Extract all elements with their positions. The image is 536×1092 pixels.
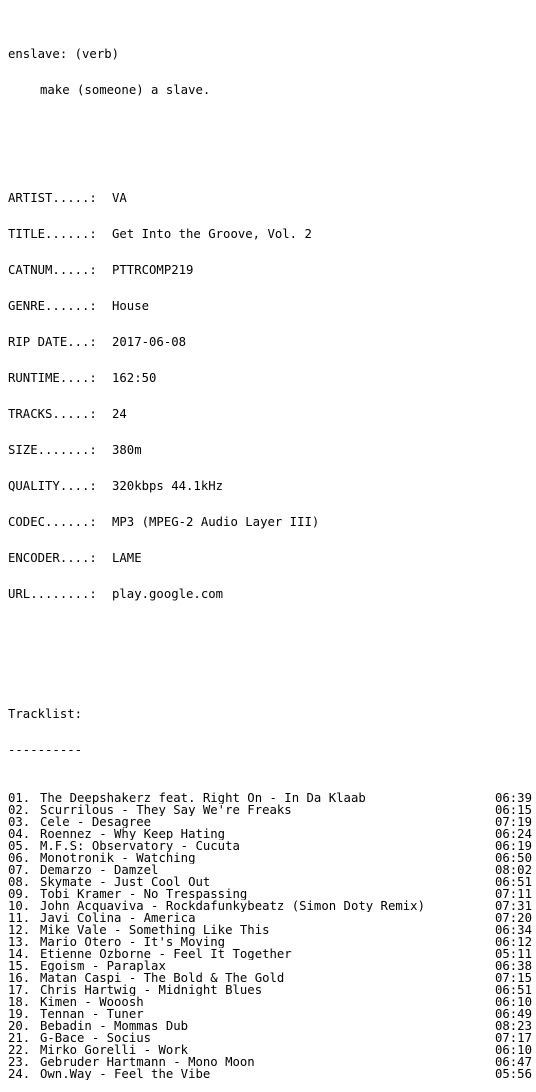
- meta-row-catnum: [8, 264, 532, 276]
- meta-key: TRACKS.....:: [8, 407, 97, 421]
- track-title: Skymate - Just Cool Out: [40, 876, 211, 888]
- track-duration: 07:15: [494, 971, 532, 985]
- meta-value: LAME: [112, 551, 142, 565]
- track-number: 05.: [8, 839, 31, 853]
- meta-row-size: [8, 444, 532, 456]
- meta-row-artist: [8, 192, 532, 204]
- meta-row-quality: [8, 480, 532, 492]
- meta-key: ENCODER....:: [8, 551, 97, 565]
- track-title: Tennan - Tuner: [40, 1008, 144, 1020]
- track-title: M.F.S: Observatory - Cucuta: [40, 840, 240, 852]
- track-duration: 06:15: [494, 803, 532, 817]
- nfo-document: [8, 24, 532, 1092]
- track-title: Mario Otero - It's Moving: [40, 936, 226, 948]
- track-duration: 06:38: [494, 959, 532, 973]
- track-title: Kimen - Wooosh: [40, 996, 144, 1008]
- track-row: [8, 792, 532, 804]
- track-row: [8, 1032, 532, 1044]
- meta-key: RIP DATE...:: [8, 335, 97, 349]
- meta-value: PTTRCOMP219: [112, 263, 194, 277]
- track-number: 21.: [8, 1031, 31, 1045]
- meta-key: CODEC......:: [8, 515, 97, 529]
- track-row: [8, 912, 532, 924]
- meta-row-url: [8, 588, 532, 600]
- meta-value: play.google.com: [112, 587, 224, 601]
- track-title: Gebruder Hartmann - Mono Moon: [40, 1056, 255, 1068]
- track-duration: 07:11: [494, 887, 532, 901]
- meta-value: 24: [112, 407, 127, 421]
- meta-value: 320kbps 44.1kHz: [112, 479, 224, 493]
- track-number: 02.: [8, 803, 31, 817]
- meta-value: MP3 (MPEG-2 Audio Layer III): [112, 515, 320, 529]
- meta-value: Get Into the Groove, Vol. 2: [112, 227, 312, 241]
- meta-key: URL........:: [8, 587, 97, 601]
- track-row: [8, 984, 532, 996]
- track-title: Demarzo - Damzel: [40, 864, 159, 876]
- track-number: 23.: [8, 1055, 31, 1069]
- track-row: [8, 840, 532, 852]
- meta-key: SIZE.......:: [8, 443, 97, 457]
- track-title: Egoism - Paraplax: [40, 960, 166, 972]
- track-title: Cele - Desagree: [40, 816, 152, 828]
- track-title: Scurrilous - They Say We're Freaks: [40, 804, 292, 816]
- track-title: Tobi Kramer - No Trespassing: [40, 888, 248, 900]
- meta-value: 2017-06-08: [112, 335, 187, 349]
- meta-row-title: [8, 228, 532, 240]
- track-number: 08.: [8, 875, 31, 889]
- track-row: [8, 1056, 532, 1068]
- definition-headword: enslave: (verb): [8, 47, 120, 61]
- track-duration: 06:10: [494, 995, 532, 1009]
- track-title: The Deepshakerz feat. Right On - In Da Klaab: [40, 792, 366, 804]
- track-list: [8, 792, 532, 1080]
- track-duration: 06:51: [494, 983, 532, 997]
- metadata-block: [8, 168, 532, 624]
- track-number: 09.: [8, 887, 31, 901]
- track-number: 19.: [8, 1007, 31, 1021]
- track-title: Chris Hartwig - Midnight Blues: [40, 984, 263, 996]
- track-title: G-Bace - Socius: [40, 1032, 152, 1044]
- track-duration: 06:12: [494, 935, 532, 949]
- track-row: [8, 996, 532, 1008]
- meta-row-tracks: [8, 408, 532, 420]
- spacer: [8, 660, 532, 672]
- track-number: 20.: [8, 1019, 31, 1033]
- track-duration: 07:31: [494, 899, 532, 913]
- meta-value: House: [112, 299, 150, 313]
- track-number: 15.: [8, 959, 31, 973]
- meta-key: RUNTIME....:: [8, 371, 97, 385]
- track-title: Own.Way - Feel the Vibe: [40, 1068, 211, 1080]
- track-duration: 08:23: [494, 1019, 532, 1033]
- track-duration: 07:17: [494, 1031, 532, 1045]
- track-row: [8, 924, 532, 936]
- track-row: [8, 948, 532, 960]
- track-number: 07.: [8, 863, 31, 877]
- spacer: [8, 120, 532, 132]
- track-number: 13.: [8, 935, 31, 949]
- track-number: 17.: [8, 983, 31, 997]
- track-duration: 06:50: [494, 851, 532, 865]
- track-number: 11.: [8, 911, 31, 925]
- track-number: 24.: [8, 1067, 31, 1081]
- track-row: [8, 900, 532, 912]
- track-duration: 06:39: [494, 791, 532, 805]
- track-duration: 06:47: [494, 1055, 532, 1069]
- meta-row-encoder: [8, 552, 532, 564]
- track-duration: 05:56: [494, 1067, 532, 1081]
- track-number: 18.: [8, 995, 31, 1009]
- track-duration: 08:02: [494, 863, 532, 877]
- meta-row-rip-date: [8, 336, 532, 348]
- track-number: 10.: [8, 899, 31, 913]
- meta-value: 162:50: [112, 371, 157, 385]
- track-title: John Acquaviva - Rockdafunkybeatz (Simon Doty Remix): [40, 900, 425, 912]
- track-row: [8, 852, 532, 864]
- track-number: 12.: [8, 923, 31, 937]
- meta-key: TITLE......:: [8, 227, 97, 241]
- track-title: Mirko Gorelli - Work: [40, 1044, 189, 1056]
- track-title: Matan Caspi - The Bold & The Gold: [40, 972, 285, 984]
- track-number: 04.: [8, 827, 31, 841]
- track-row: [8, 1020, 532, 1032]
- tracklist-heading: Tracklist:: [8, 707, 83, 721]
- meta-row-codec: [8, 516, 532, 528]
- track-row: [8, 1008, 532, 1020]
- track-duration: 06:24: [494, 827, 532, 841]
- track-duration: 06:34: [494, 923, 532, 937]
- meta-key: ARTIST.....:: [8, 191, 97, 205]
- track-row: [8, 1044, 532, 1056]
- track-title: Mike Vale - Something Like This: [40, 924, 270, 936]
- track-number: 06.: [8, 851, 31, 865]
- track-row: [8, 864, 532, 876]
- meta-key: CATNUM.....:: [8, 263, 97, 277]
- meta-key: GENRE......:: [8, 299, 97, 313]
- track-row: [8, 816, 532, 828]
- track-duration: 06:51: [494, 875, 532, 889]
- track-number: 14.: [8, 947, 31, 961]
- track-title: Monotronik - Watching: [40, 852, 196, 864]
- track-row: [8, 828, 532, 840]
- meta-value: VA: [112, 191, 127, 205]
- track-number: 22.: [8, 1043, 31, 1057]
- track-row: [8, 972, 532, 984]
- track-duration: 05:11: [494, 947, 532, 961]
- track-number: 03.: [8, 815, 31, 829]
- track-row: [8, 960, 532, 972]
- track-title: Bebadin - Mommas Dub: [40, 1020, 189, 1032]
- track-row: [8, 804, 532, 816]
- track-row: [8, 1068, 532, 1080]
- track-number: 16.: [8, 971, 31, 985]
- track-duration: 06:49: [494, 1007, 532, 1021]
- track-title: Javi Colina - America: [40, 912, 196, 924]
- track-row: [8, 876, 532, 888]
- track-title: Etienne Ozborne - Feel It Together: [40, 948, 292, 960]
- meta-value: 380m: [112, 443, 142, 457]
- meta-row-genre: [8, 300, 532, 312]
- track-duration: 07:20: [494, 911, 532, 925]
- definition-meaning: make (someone) a slave.: [40, 83, 211, 97]
- track-row: [8, 936, 532, 948]
- track-duration: 07:19: [494, 815, 532, 829]
- meta-key: QUALITY....:: [8, 479, 97, 493]
- track-duration: 06:10: [494, 1043, 532, 1057]
- track-number: 01.: [8, 791, 31, 805]
- meta-row-runtime: [8, 372, 532, 384]
- tracklist-underline: ----------: [8, 743, 83, 757]
- track-title: Roennez - Why Keep Hating: [40, 828, 226, 840]
- track-duration: 06:19: [494, 839, 532, 853]
- track-row: [8, 888, 532, 900]
